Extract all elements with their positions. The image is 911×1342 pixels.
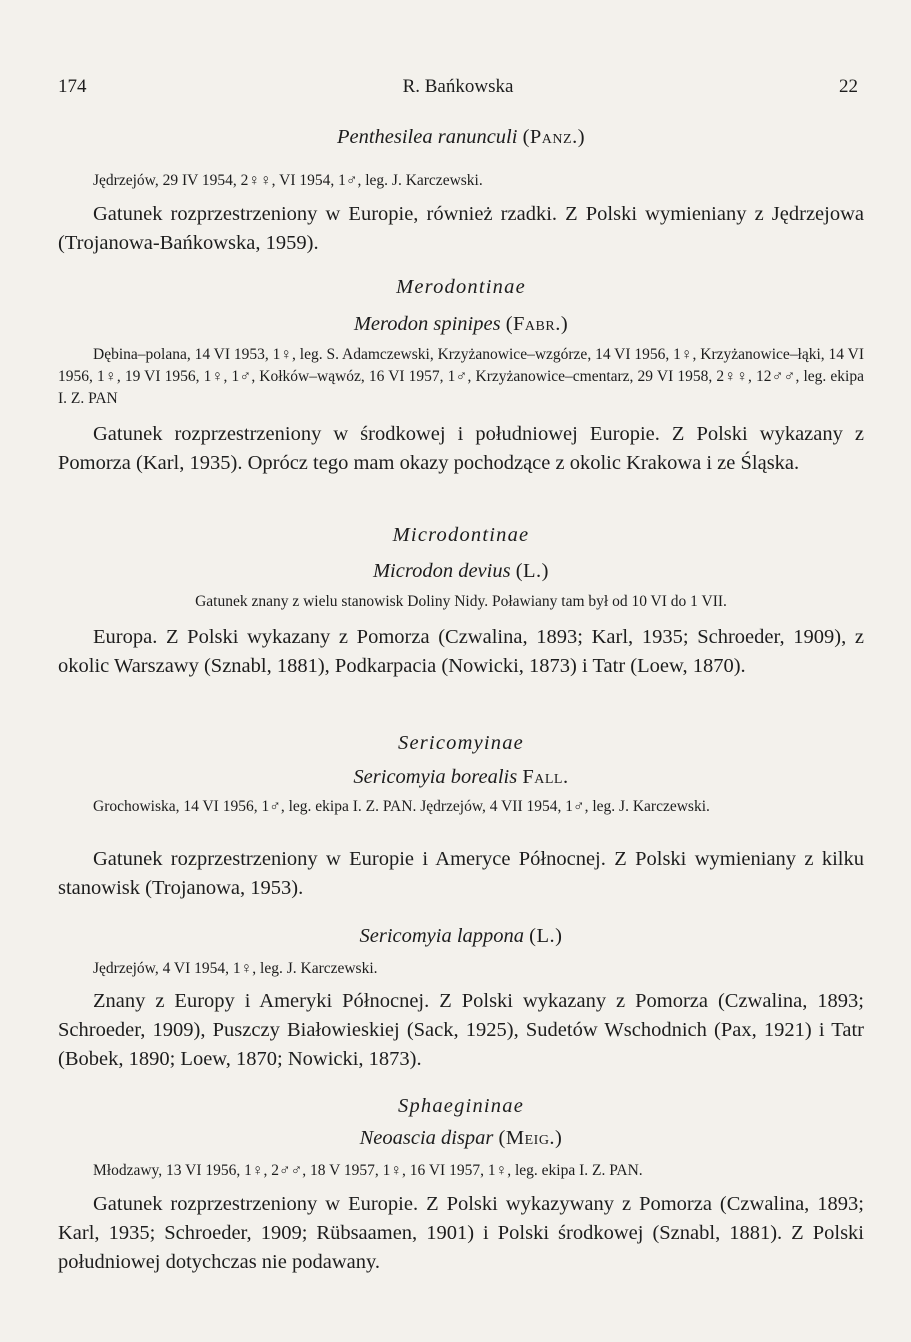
page-number-right: 22 <box>839 76 858 97</box>
subfamily-heading: Microdontinae <box>392 524 530 546</box>
record-text: Grochowiska, 14 VI 1956, 1♂, leg. ekipa I. Z. PAN. Jędrzejów, 4 VII 1954, 1♂, leg. J. Karczewski. <box>93 798 710 815</box>
species-author: Fall. <box>522 766 569 788</box>
body-paragraph: Gatunek rozprzestrzeniony w Europie i Ameryce Północnej. Z Polski wymieniany z kilku stanowisk (Trojanowa, 1953). <box>58 848 864 899</box>
body-paragraph: Gatunek rozprzestrzeniony w Europie, również rzadki. Z Polski wymieniany z Jędrzejowa (Trojanowa-Bańkowska, 1959). <box>58 203 864 254</box>
species-heading <box>58 126 864 149</box>
body-paragraph: Gatunek rozprzestrzeniony w środkowej i południowej Europie. Z Polski wykazany z Pomorza (Karl, 1935). Oprócz tego mam okazy pochodzące z okolic Krakowa i ze Śląska. <box>58 423 864 474</box>
page-number-left: 174 <box>58 76 87 97</box>
species-name: Merodon spinipes <box>353 313 501 335</box>
body-paragraph: Znany z Europy i Ameryki Północnej. Z Polski wykazany z Pomorza (Czwalina, 1893; Schroeder, 1909), Puszczy Białowieskiej (Sack, 1925), Sudetów Wschodnich (Pax, 1921) i Tatr (Bobek, 1890; Loew, 1870; Nowicki, 1873). <box>58 990 864 1070</box>
page-header <box>58 76 858 100</box>
species-author: (Panz.) <box>522 126 586 148</box>
subfamily-heading: Sphaegininae <box>398 1095 524 1117</box>
species-heading <box>58 560 864 583</box>
species-author: (L.) <box>515 560 550 582</box>
record-text: Młodzawy, 13 VI 1956, 1♀, 2♂♂, 18 V 1957, 1♀, 16 VI 1957, 1♀, leg. ekipa I. Z. PAN. <box>93 1162 643 1179</box>
species-heading <box>58 313 864 336</box>
body-paragraph: Europa. Z Polski wykazany z Pomorza (Czwalina, 1893; Karl, 1935; Schroeder, 1909), z okolic Warszawy (Sznabl, 1881), Podkarpacia (Nowicki, 1873) i Tatr (Loew, 1870). <box>58 626 864 677</box>
body-paragraph: Gatunek rozprzestrzeniony w Europie. Z Polski wykazywany z Pomorza (Czwalina, 1893; Karl, 1935; Schroeder, 1909; Rübsaamen, 1901) i Polski środkowej (Sznabl, 1881). Z Polski południowej dotychczas nie podawany. <box>58 1193 864 1273</box>
record-text: Jędrzejów, 4 VI 1954, 1♀, leg. J. Karczewski. <box>93 960 378 977</box>
species-name: Microdon devius <box>372 560 511 582</box>
species-author: (L.) <box>529 925 563 947</box>
species-heading <box>58 925 864 948</box>
species-name: Neoascia dispar <box>359 1127 494 1149</box>
record-text: Gatunek znany z wielu stanowisk Doliny Nidy. Poławiany tam był od 10 VI do 1 VII. <box>195 593 727 610</box>
species-heading <box>58 766 864 789</box>
species-name: Penthesilea ranunculi <box>336 126 518 148</box>
species-name: Sericomyia borealis <box>353 766 518 788</box>
subfamily-heading: Merodontinae <box>396 276 526 298</box>
species-heading <box>58 1127 864 1150</box>
record-text: Dębina–polana, 14 VI 1953, 1♀, leg. S. Adamczewski, Krzyżanowice–wzgórze, 14 VI 1956, 1♀, Krzyżanowice–łąki, 14 VI 1956, 1♀, 19 VI 1956, 1♀, 1♂, Kołków–wąwóz, 16 VI 1957, 1♂, Krzyżanowice–cmentarz, 29 VI 1958, 2♀♀, 12♂♂, leg. ekipa I. Z. PAN <box>58 346 864 407</box>
species-author: (Fabr.) <box>505 313 569 335</box>
subfamily-heading: Sericomyinae <box>398 732 524 754</box>
species-name: Sericomyia lappona <box>359 925 525 947</box>
species-author: (Meig.) <box>498 1127 563 1149</box>
record-text: Jędrzejów, 29 IV 1954, 2♀♀, VI 1954, 1♂, leg. J. Karczewski. <box>93 172 483 189</box>
running-head: R. Bańkowska <box>402 76 514 97</box>
